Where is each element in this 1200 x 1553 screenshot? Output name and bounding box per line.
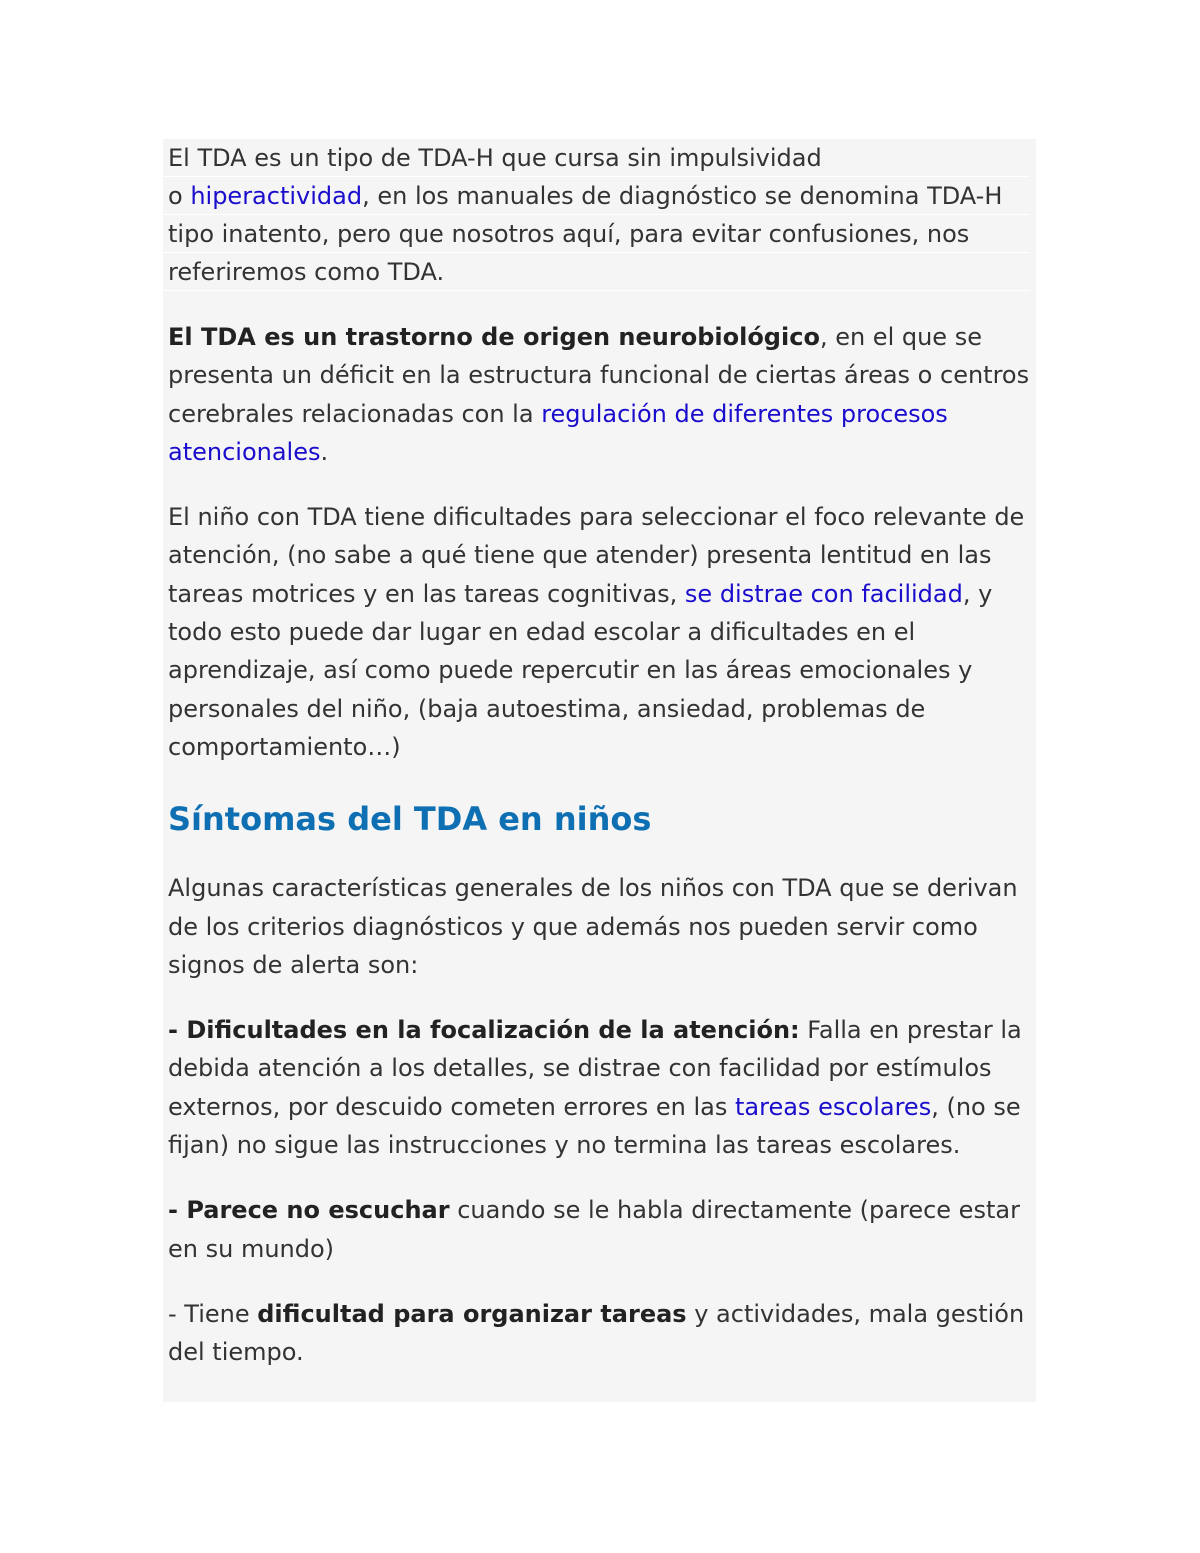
intro-text: o [168,182,191,210]
bold-phrase: - Parece no escuchar [168,1196,450,1225]
paragraph-text: , (no se fijan) no sigue las instrucciones y no termina las tareas escolares. [168,1092,1021,1160]
bold-phrase: El TDA es un trastorno de origen neurobiológico [168,323,820,351]
paragraph-origin [168,318,1030,471]
intro-line-2 [163,177,1030,215]
symptom-item-escuchar [168,1191,1030,1268]
paragraph-text: cuando se le habla directamente (parece estar en su mundo) [168,1196,1020,1263]
link-hiperactividad[interactable]: hiperactividad [190,182,363,210]
symptom-item-organizar [168,1295,1030,1372]
paragraph-text: , y todo esto puede dar lugar en edad escolar a dificultades en el aprendizaje, así como puede repercutir en las áreas emocionales y personales del niño, (baja autoestima, ansiedad, problemas de comportamiento…) [168,579,993,761]
intro-line-3 [163,215,1030,253]
section-heading: Síntomas del TDA en niños [168,800,652,839]
paragraph-child-difficulties [168,498,1030,766]
bold-phrase: - Dificultades en la focalización de la atención: [168,1016,800,1045]
paragraph-text: . [320,437,329,466]
link-tareas-escolares[interactable]: tareas escolares [735,1092,932,1121]
paragraph-text: - Tiene [168,1299,258,1328]
paragraph-text: El niño con TDA tiene dificultades para seleccionar el foco relevante de atención, (no sabe a qué tiene que atender) presenta lentitud en las tareas motrices y en las tareas cognitivas, [168,503,1025,608]
article-content [163,139,1036,1402]
intro-line-1 [163,139,1030,177]
paragraph-text: , en el que se presenta un déficit en la estructura funcional de ciertas áreas o centros cerebrales relacionadas con la [168,323,1030,428]
intro-text: tipo inatento, pero que nosotros aquí, para evitar confusiones, nos [168,220,970,248]
paragraph-characteristics: Algunas características generales de los niños con TDA que se derivan de los criterios diagnósticos y que además nos pueden servir como signos de alerta son: [168,874,1018,979]
intro-text: referiremos como TDA. [168,258,445,286]
bold-phrase: dificultad para organizar tareas [257,1299,687,1328]
paragraph-text: y actividades, mala gestión del tiempo. [168,1299,1025,1367]
symptom-item-focalizacion [168,1011,1030,1164]
intro-text: El TDA es un tipo de TDA-H que cursa sin impulsividad [168,144,822,172]
paragraph-text: Falla en prestar la debida atención a los detalles, se distrae con facilidad por estímulos externos, por descuido cometen errores en las [168,1016,1022,1121]
link-se-distrae-con-facilidad[interactable]: se distrae con facilidad [684,579,963,608]
intro-line-4 [163,253,1030,291]
intro-text: , en los manuales de diagnóstico se denomina TDA-H [362,182,1003,210]
link-regulacion-procesos-atencionales[interactable]: regulación de diferentes procesos atencionales [168,399,948,466]
